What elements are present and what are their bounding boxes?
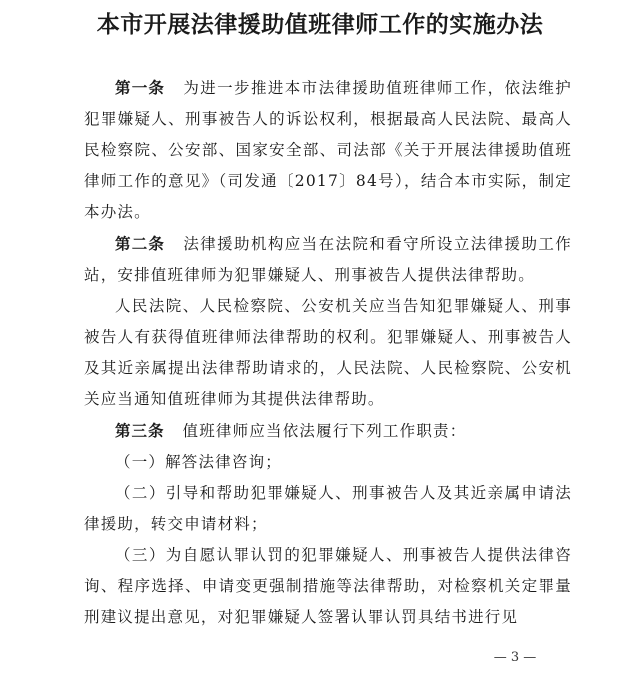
document-title: 本市开展法律援助值班律师工作的实施办法 [96,11,544,38]
list-item [84,447,572,478]
paragraph-article-1 [84,72,572,228]
page-number: — 3 — [493,650,537,665]
list-item [84,478,572,540]
paragraph-text: 值班律师应当依法履行下列工作职责： [182,422,467,440]
paragraph-text: 为进一步推进本市法律援助值班律师工作，依法维护犯罪嫌疑人、刑事被告人的诉讼权利，根据最高人民法院、最高人民检察院、公安部、国家安全部、司法部《关于开展法律援助值班律师工作的意见》（司发通〔2017〕84号），结合本市实际，制定本办法。 [84,79,572,221]
article-heading: 第二条 [115,234,166,253]
paragraph-article-3 [84,415,572,447]
paragraph-text: （三）为自愿认罪认罚的犯罪嫌疑人、刑事被告人提供法律咨询、程序选择、申请变更强制措施等法律帮助，对检察机关定罪量刑建议提出意见，对犯罪嫌疑人签署认罪认罚具结书进行见 [84,546,572,626]
document-body [84,72,572,633]
paragraph-text: （二）引导和帮助犯罪嫌疑人、刑事被告人及其近亲属申请法律援助，转交申请材料； [84,484,572,533]
article-heading: 第三条 [115,421,165,440]
article-heading: 第一条 [115,78,166,97]
paragraph-article-2 [84,228,572,291]
paragraph-text: 人民法院、人民检察院、公安机关应当告知犯罪嫌疑人、刑事被告人有获得值班律师法律帮助的权利。犯罪嫌疑人、刑事被告人及其近亲属提出法律帮助请求的，人民法院、人民检察院、公安机关应当通知值班律师为其提供法律帮助。 [84,297,572,408]
list-item [84,540,572,633]
paragraph [84,291,572,415]
paragraph-text: （一）解答法律咨询； [115,453,283,471]
paragraph-text: 法律援助机构应当在法院和看守所设立法律援助工作站，安排值班律师为犯罪嫌疑人、刑事被告人提供法律帮助。 [84,235,572,284]
